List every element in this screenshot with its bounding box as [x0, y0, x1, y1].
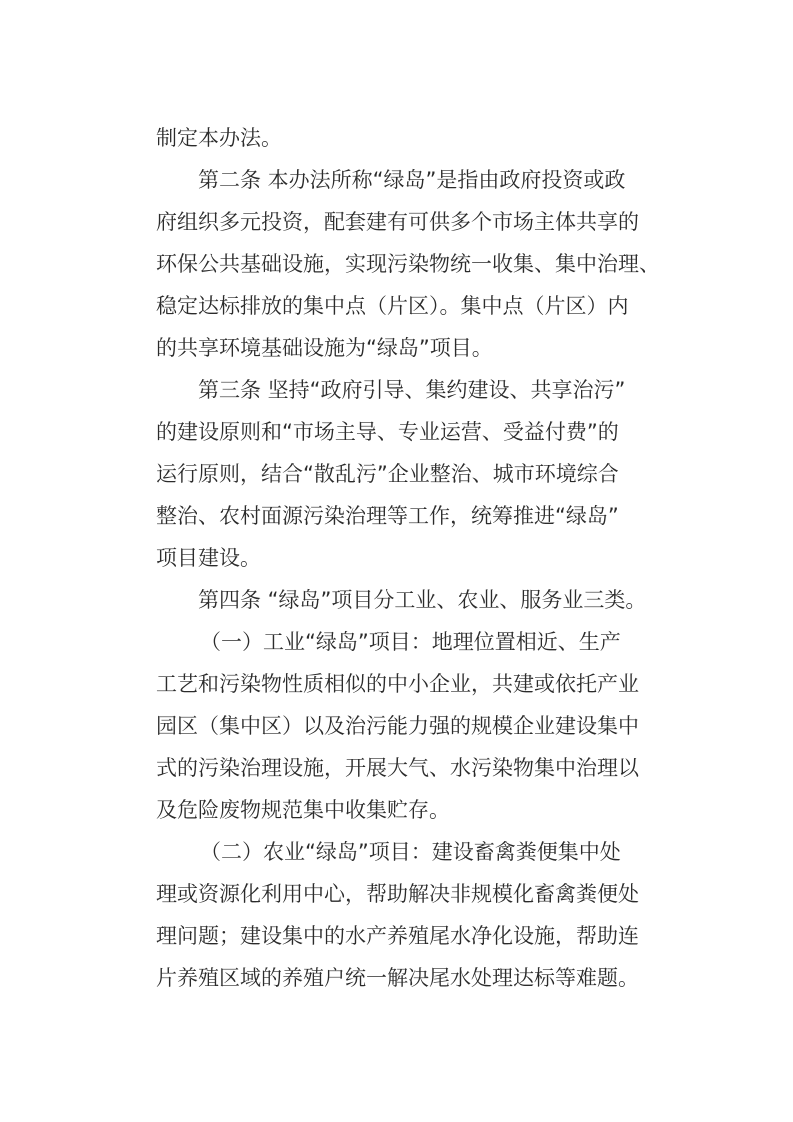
text-line: 园区（集中区）以及治污能力强的规模企业建设集中	[156, 714, 639, 738]
text-line: （一）工业“绿岛”项目：地理位置相近、生产	[200, 630, 621, 654]
text-line: 环保公共基础设施，实现污染物统一收集、集中治理、	[156, 252, 660, 276]
text-line: 运行原则，结合“散乱污”企业整治、城市环境综合	[156, 462, 619, 486]
text-line: 第二条 本办法所称“绿岛”是指由政府投资或政	[198, 168, 626, 192]
text-line: 片养殖区域的养殖户统一解决尾水处理达标等难题。	[156, 966, 639, 990]
text-line: 整治、农村面源污染治理等工作，统筹推进“绿岛”	[156, 504, 619, 528]
text-line: 的建设原则和“市场主导、专业运营、受益付费”的	[156, 420, 619, 444]
text-line: 式的污染治理设施，开展大气、水污染物集中治理以	[156, 756, 639, 780]
text-line: 及危险废物规范集中收集贮存。	[156, 798, 450, 822]
text-line: 稳定达标排放的集中点（片区）。集中点（片区）内	[156, 294, 629, 318]
text-line: 第三条 坚持“政府引导、集约建设、共享治污”	[198, 378, 626, 402]
text-line: 工艺和污染物性质相似的中小企业，共建或依托产业	[156, 672, 639, 696]
text-line: 制定本办法。	[156, 126, 282, 150]
text-line: 府组织多元投资，配套建有可供多个市场主体共享的	[156, 210, 639, 234]
text-line: 理或资源化利用中心，帮助解决非规模化畜禽粪便处	[156, 882, 639, 906]
text-line: 的共享环境基础设施为“绿岛”项目。	[156, 336, 493, 360]
text-line: 理问题；建设集中的水产养殖尾水净化设施，帮助连	[156, 924, 639, 948]
text-line: 项目建设。	[156, 546, 261, 570]
text-line: （二）农业“绿岛”项目：建设畜禽粪便集中处	[200, 840, 621, 864]
text-line: 第四条 “绿岛”项目分工业、农业、服务业三类。	[198, 588, 647, 612]
